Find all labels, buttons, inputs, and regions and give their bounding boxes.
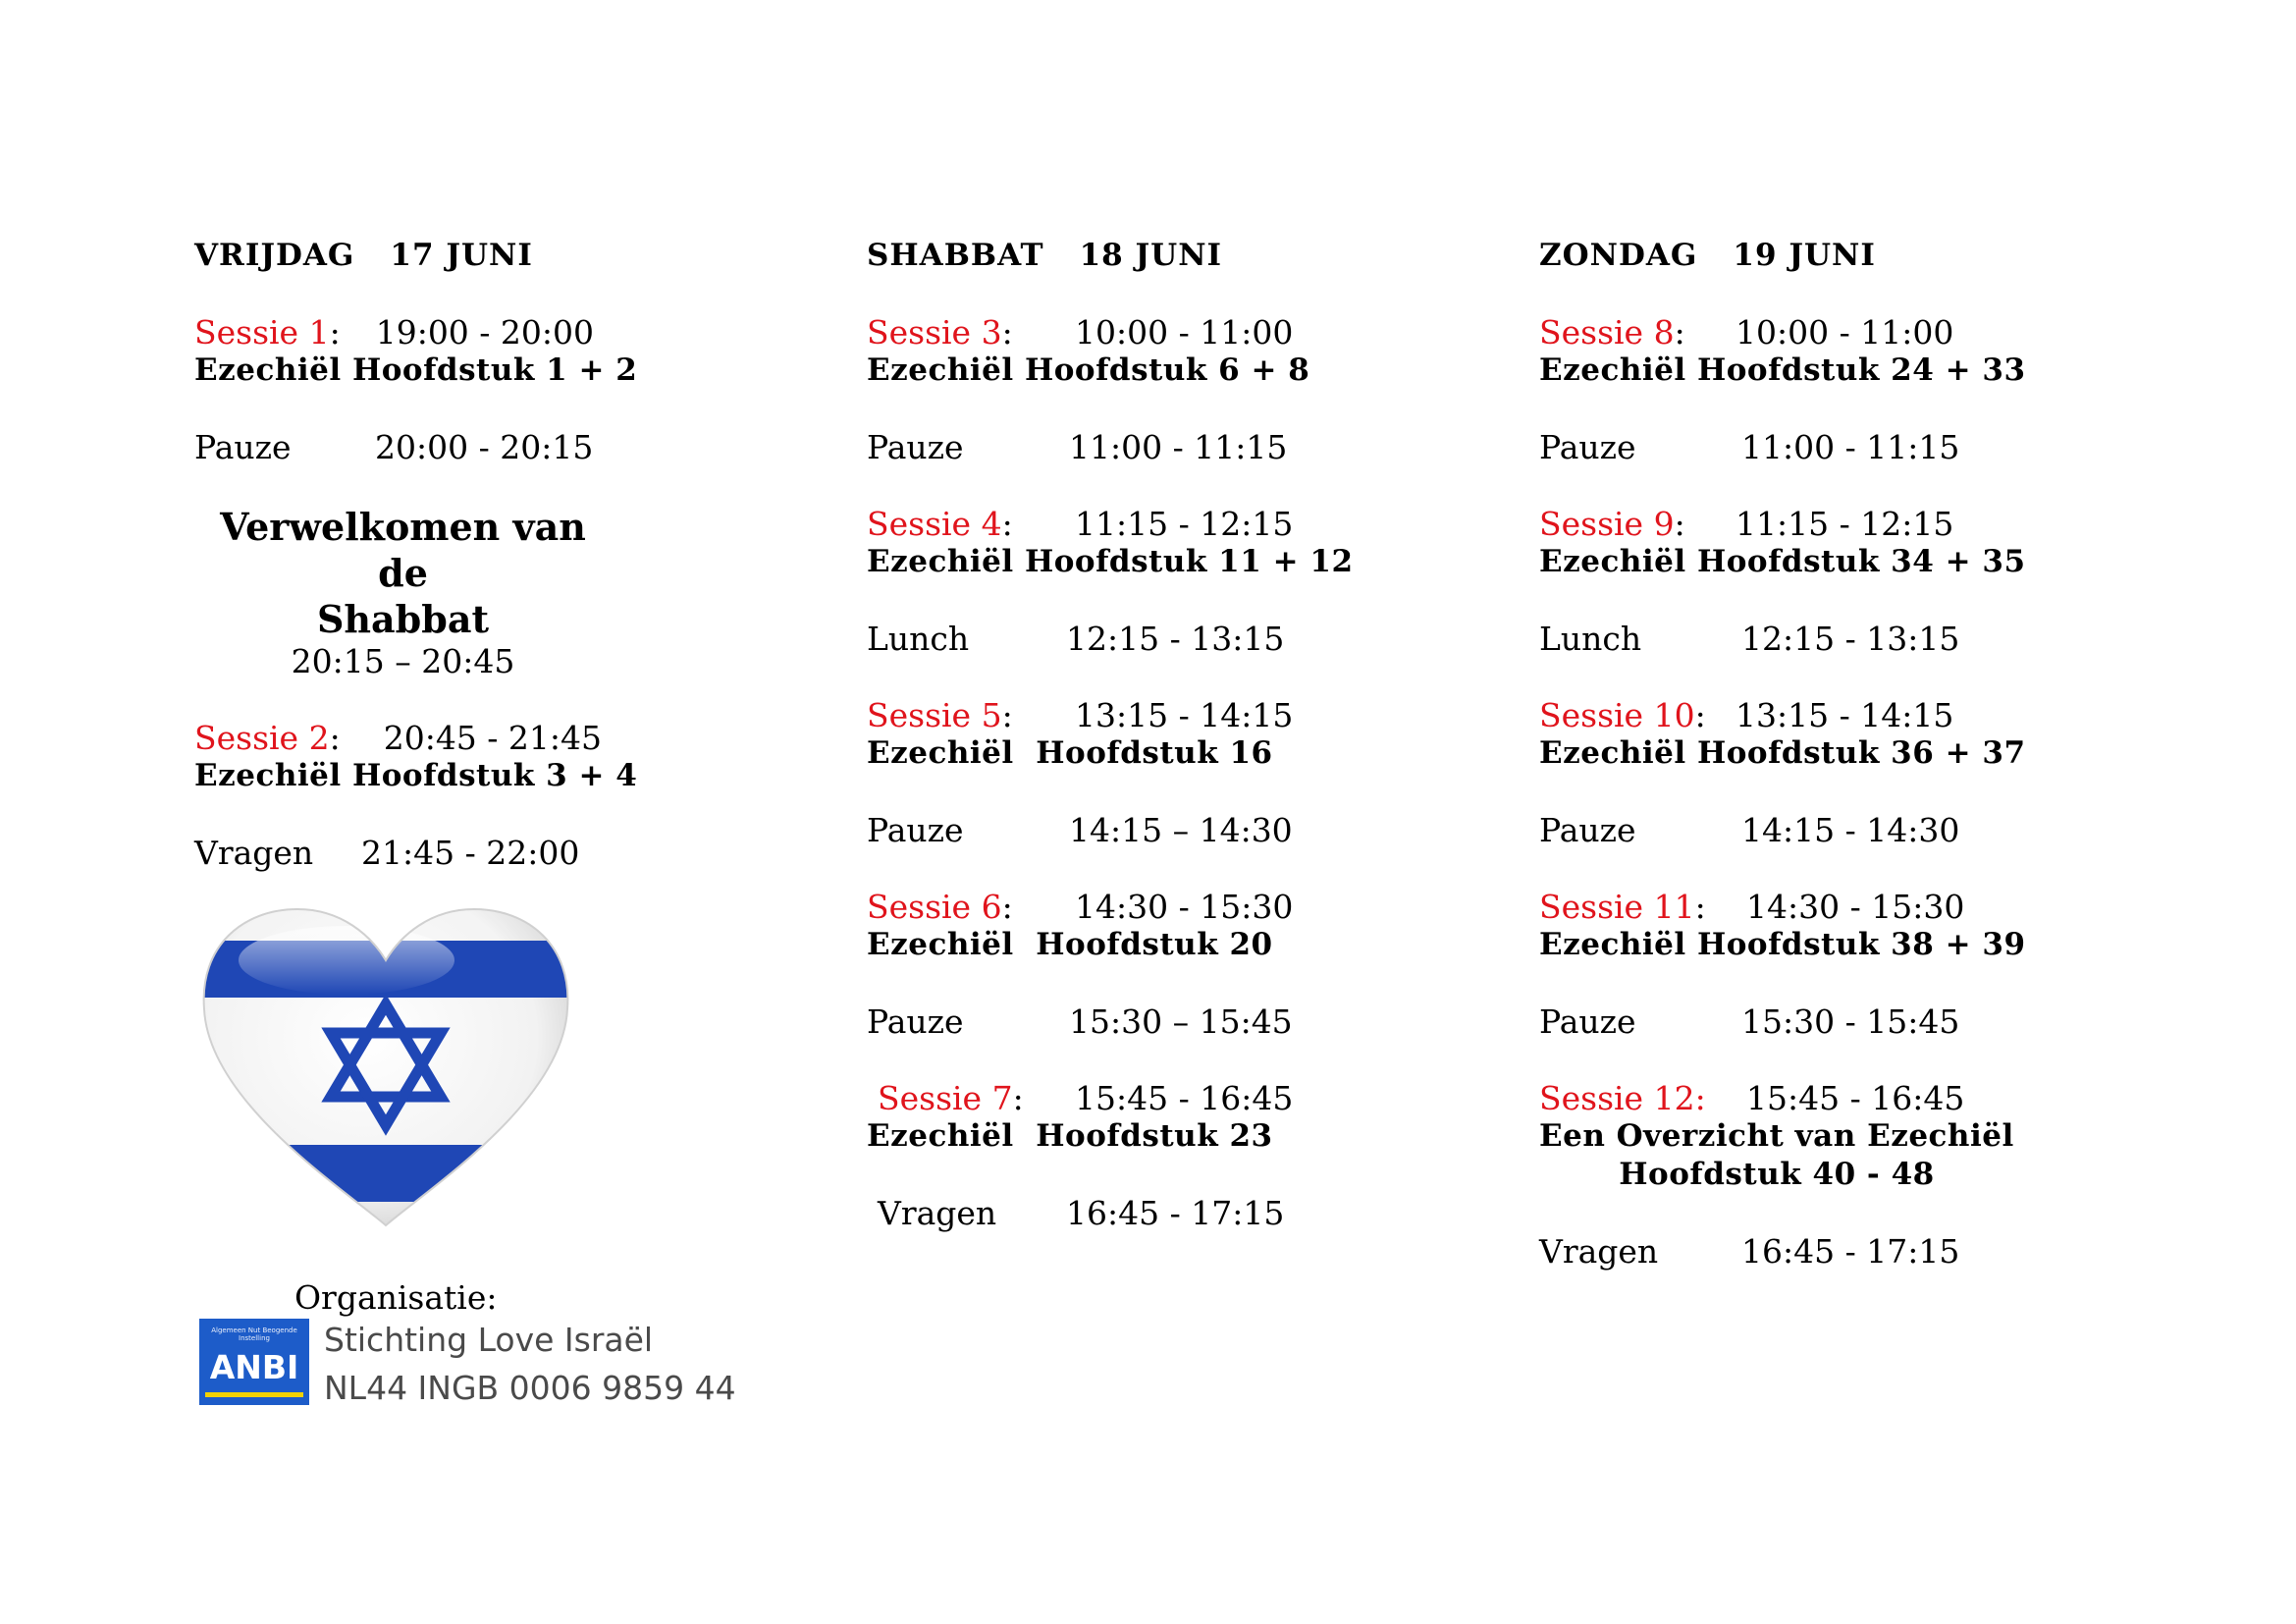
session-label: Sessie 3 [867, 313, 1002, 352]
questions-time: 16:45 - 17:15 [1066, 1194, 1285, 1232]
anbi-logo-bar [205, 1392, 303, 1397]
colon: : [1674, 505, 1685, 543]
questions-row [1539, 1232, 2167, 1271]
session-label: Sessie 9 [1539, 505, 1675, 543]
session-label: Sessie 6 [867, 888, 1002, 926]
pause-3-row [867, 1002, 1495, 1041]
friday-column [194, 236, 823, 872]
session-time: 19:00 - 20:00 [375, 313, 595, 352]
session-12-topic-line-2: Hoofdstuk 40 - 48 [1619, 1157, 1935, 1192]
session-time: 13:15 - 14:15 [1735, 696, 1954, 734]
session-11-row [1539, 888, 2167, 926]
lunch-label: Lunch [1539, 620, 1642, 658]
colon: : [329, 313, 341, 352]
pause-row [194, 428, 823, 466]
welcome-line-2: Shabbat [316, 597, 489, 641]
session-6-row [867, 888, 1495, 926]
pause-time: 14:15 – 14:30 [1069, 811, 1293, 849]
session-8-topic: Ezechiël Hoofdstuk 24 + 33 [1539, 352, 2026, 388]
colon: : [1001, 505, 1013, 543]
colon: : [1694, 696, 1706, 734]
session-label: Sessie 7 [878, 1079, 1013, 1117]
pause-time: 15:30 - 15:45 [1741, 1002, 1960, 1041]
session-label: Sessie 1 [194, 313, 330, 352]
pause-label: Pauze [867, 1002, 964, 1041]
pause-label: Pauze [867, 428, 964, 466]
shabbat-column [867, 236, 1495, 1232]
pause-1-row [867, 428, 1495, 466]
questions-label: Vragen [878, 1194, 997, 1232]
day-name: ZONDAG [1539, 238, 1698, 273]
day-name: VRIJDAG [194, 238, 355, 273]
day-date: 17 JUNI [390, 238, 533, 273]
pause-2-row [867, 811, 1495, 849]
questions-row [867, 1194, 1495, 1232]
sunday-column [1539, 236, 2167, 1271]
pause-time: 20:00 - 20:15 [375, 428, 594, 466]
colon: : [1674, 313, 1685, 352]
session-label: Sessie 10 [1539, 696, 1695, 734]
session-4-row [867, 505, 1495, 543]
pause-time: 11:00 - 11:15 [1069, 428, 1288, 466]
lunch-row [867, 620, 1495, 658]
colon: : [1001, 696, 1013, 734]
session-5-row [867, 696, 1495, 734]
session-time: 13:15 - 14:15 [1075, 696, 1294, 734]
pause-time: 14:15 - 14:30 [1741, 811, 1960, 849]
questions-label: Vragen [1539, 1232, 1659, 1271]
session-time: 15:45 - 16:45 [1075, 1079, 1294, 1117]
organisation-iban: NL44 INGB 0006 9859 44 [324, 1369, 736, 1407]
session-label: Sessie 5 [867, 696, 1002, 734]
session-time: 11:15 - 12:15 [1735, 505, 1954, 543]
questions-time: 16:45 - 17:15 [1741, 1232, 1960, 1271]
colon: : [1694, 888, 1706, 926]
questions-time: 21:45 - 22:00 [361, 834, 580, 872]
session-time: 11:15 - 12:15 [1075, 505, 1294, 543]
questions-label: Vragen [194, 834, 314, 872]
day-heading-friday [194, 236, 823, 275]
organisation-label: Organisatie: [294, 1278, 498, 1317]
colon: : [1012, 1079, 1024, 1117]
session-time: 14:30 - 15:30 [1075, 888, 1294, 926]
welcome-line-1: Verwelkomen van de [220, 505, 586, 595]
session-1-topic: Ezechiël Hoofdstuk 1 + 2 [194, 352, 638, 388]
lunch-label: Lunch [867, 620, 970, 658]
session-label: Sessie 4 [867, 505, 1002, 543]
welcome-time: 20:15 – 20:45 [291, 642, 515, 680]
session-12-row [1539, 1079, 2167, 1117]
lunch-row [1539, 620, 2167, 658]
session-2-topic: Ezechiël Hoofdstuk 3 + 4 [194, 758, 638, 793]
session-1-row [194, 313, 823, 352]
pause-time: 15:30 – 15:45 [1069, 1002, 1293, 1041]
session-5-topic: Ezechiël Hoofdstuk 16 [867, 735, 1273, 771]
colon: : [329, 719, 341, 757]
day-heading-sunday [1539, 236, 2167, 275]
session-label: Sessie 12: [1539, 1079, 1706, 1117]
session-time: 15:45 - 16:45 [1746, 1079, 1965, 1117]
day-date: 18 JUNI [1079, 238, 1223, 273]
day-date: 19 JUNI [1733, 238, 1876, 273]
pause-label: Pauze [867, 811, 964, 849]
session-9-topic: Ezechiël Hoofdstuk 34 + 35 [1539, 544, 2026, 579]
lunch-time: 12:15 - 13:15 [1741, 620, 1960, 658]
welcome-shabbat-title [194, 504, 612, 642]
session-8-row [1539, 313, 2167, 352]
session-7-topic: Ezechiël Hoofdstuk 23 [867, 1118, 1273, 1154]
session-10-row [1539, 696, 2167, 734]
organisation-name: Stichting Love Israël [324, 1321, 654, 1359]
pause-label: Pauze [194, 428, 292, 466]
session-label: Sessie 2 [194, 719, 330, 757]
pause-time: 11:00 - 11:15 [1741, 428, 1960, 466]
pause-3-row [1539, 1002, 2167, 1041]
session-label: Sessie 8 [1539, 313, 1675, 352]
pause-label: Pauze [1539, 1002, 1636, 1041]
pause-label: Pauze [1539, 428, 1636, 466]
session-12-topic-line-1: Een Overzicht van Ezechiël [1539, 1118, 2014, 1154]
session-time: 14:30 - 15:30 [1746, 888, 1965, 926]
session-2-row [194, 719, 823, 757]
pause-1-row [1539, 428, 2167, 466]
session-3-row [867, 313, 1495, 352]
colon: : [1001, 313, 1013, 352]
session-4-topic: Ezechiël Hoofdstuk 11 + 12 [867, 544, 1354, 579]
session-time: 20:45 - 21:45 [383, 719, 603, 757]
session-time: 10:00 - 11:00 [1075, 313, 1294, 352]
session-11-topic: Ezechiël Hoofdstuk 38 + 39 [1539, 927, 2026, 962]
anbi-logo-text: ANBI [209, 1348, 299, 1386]
session-label: Sessie 11 [1539, 888, 1695, 926]
session-7-row [867, 1079, 1495, 1117]
session-3-topic: Ezechiël Hoofdstuk 6 + 8 [867, 352, 1310, 388]
israel-flag-heart-icon [199, 901, 572, 1240]
anbi-logo-subtitle: Algemeen Nut Beogende Instelling [211, 1326, 297, 1342]
colon: : [1001, 888, 1013, 926]
session-9-row [1539, 505, 2167, 543]
questions-row [194, 834, 823, 872]
day-heading-shabbat [867, 236, 1495, 275]
pause-label: Pauze [1539, 811, 1636, 849]
pause-2-row [1539, 811, 2167, 849]
anbi-logo [199, 1319, 309, 1405]
lunch-time: 12:15 - 13:15 [1066, 620, 1285, 658]
day-name: SHABBAT [867, 238, 1044, 273]
session-time: 10:00 - 11:00 [1735, 313, 1954, 352]
session-6-topic: Ezechiël Hoofdstuk 20 [867, 927, 1273, 962]
session-10-topic: Ezechiël Hoofdstuk 36 + 37 [1539, 735, 2026, 771]
